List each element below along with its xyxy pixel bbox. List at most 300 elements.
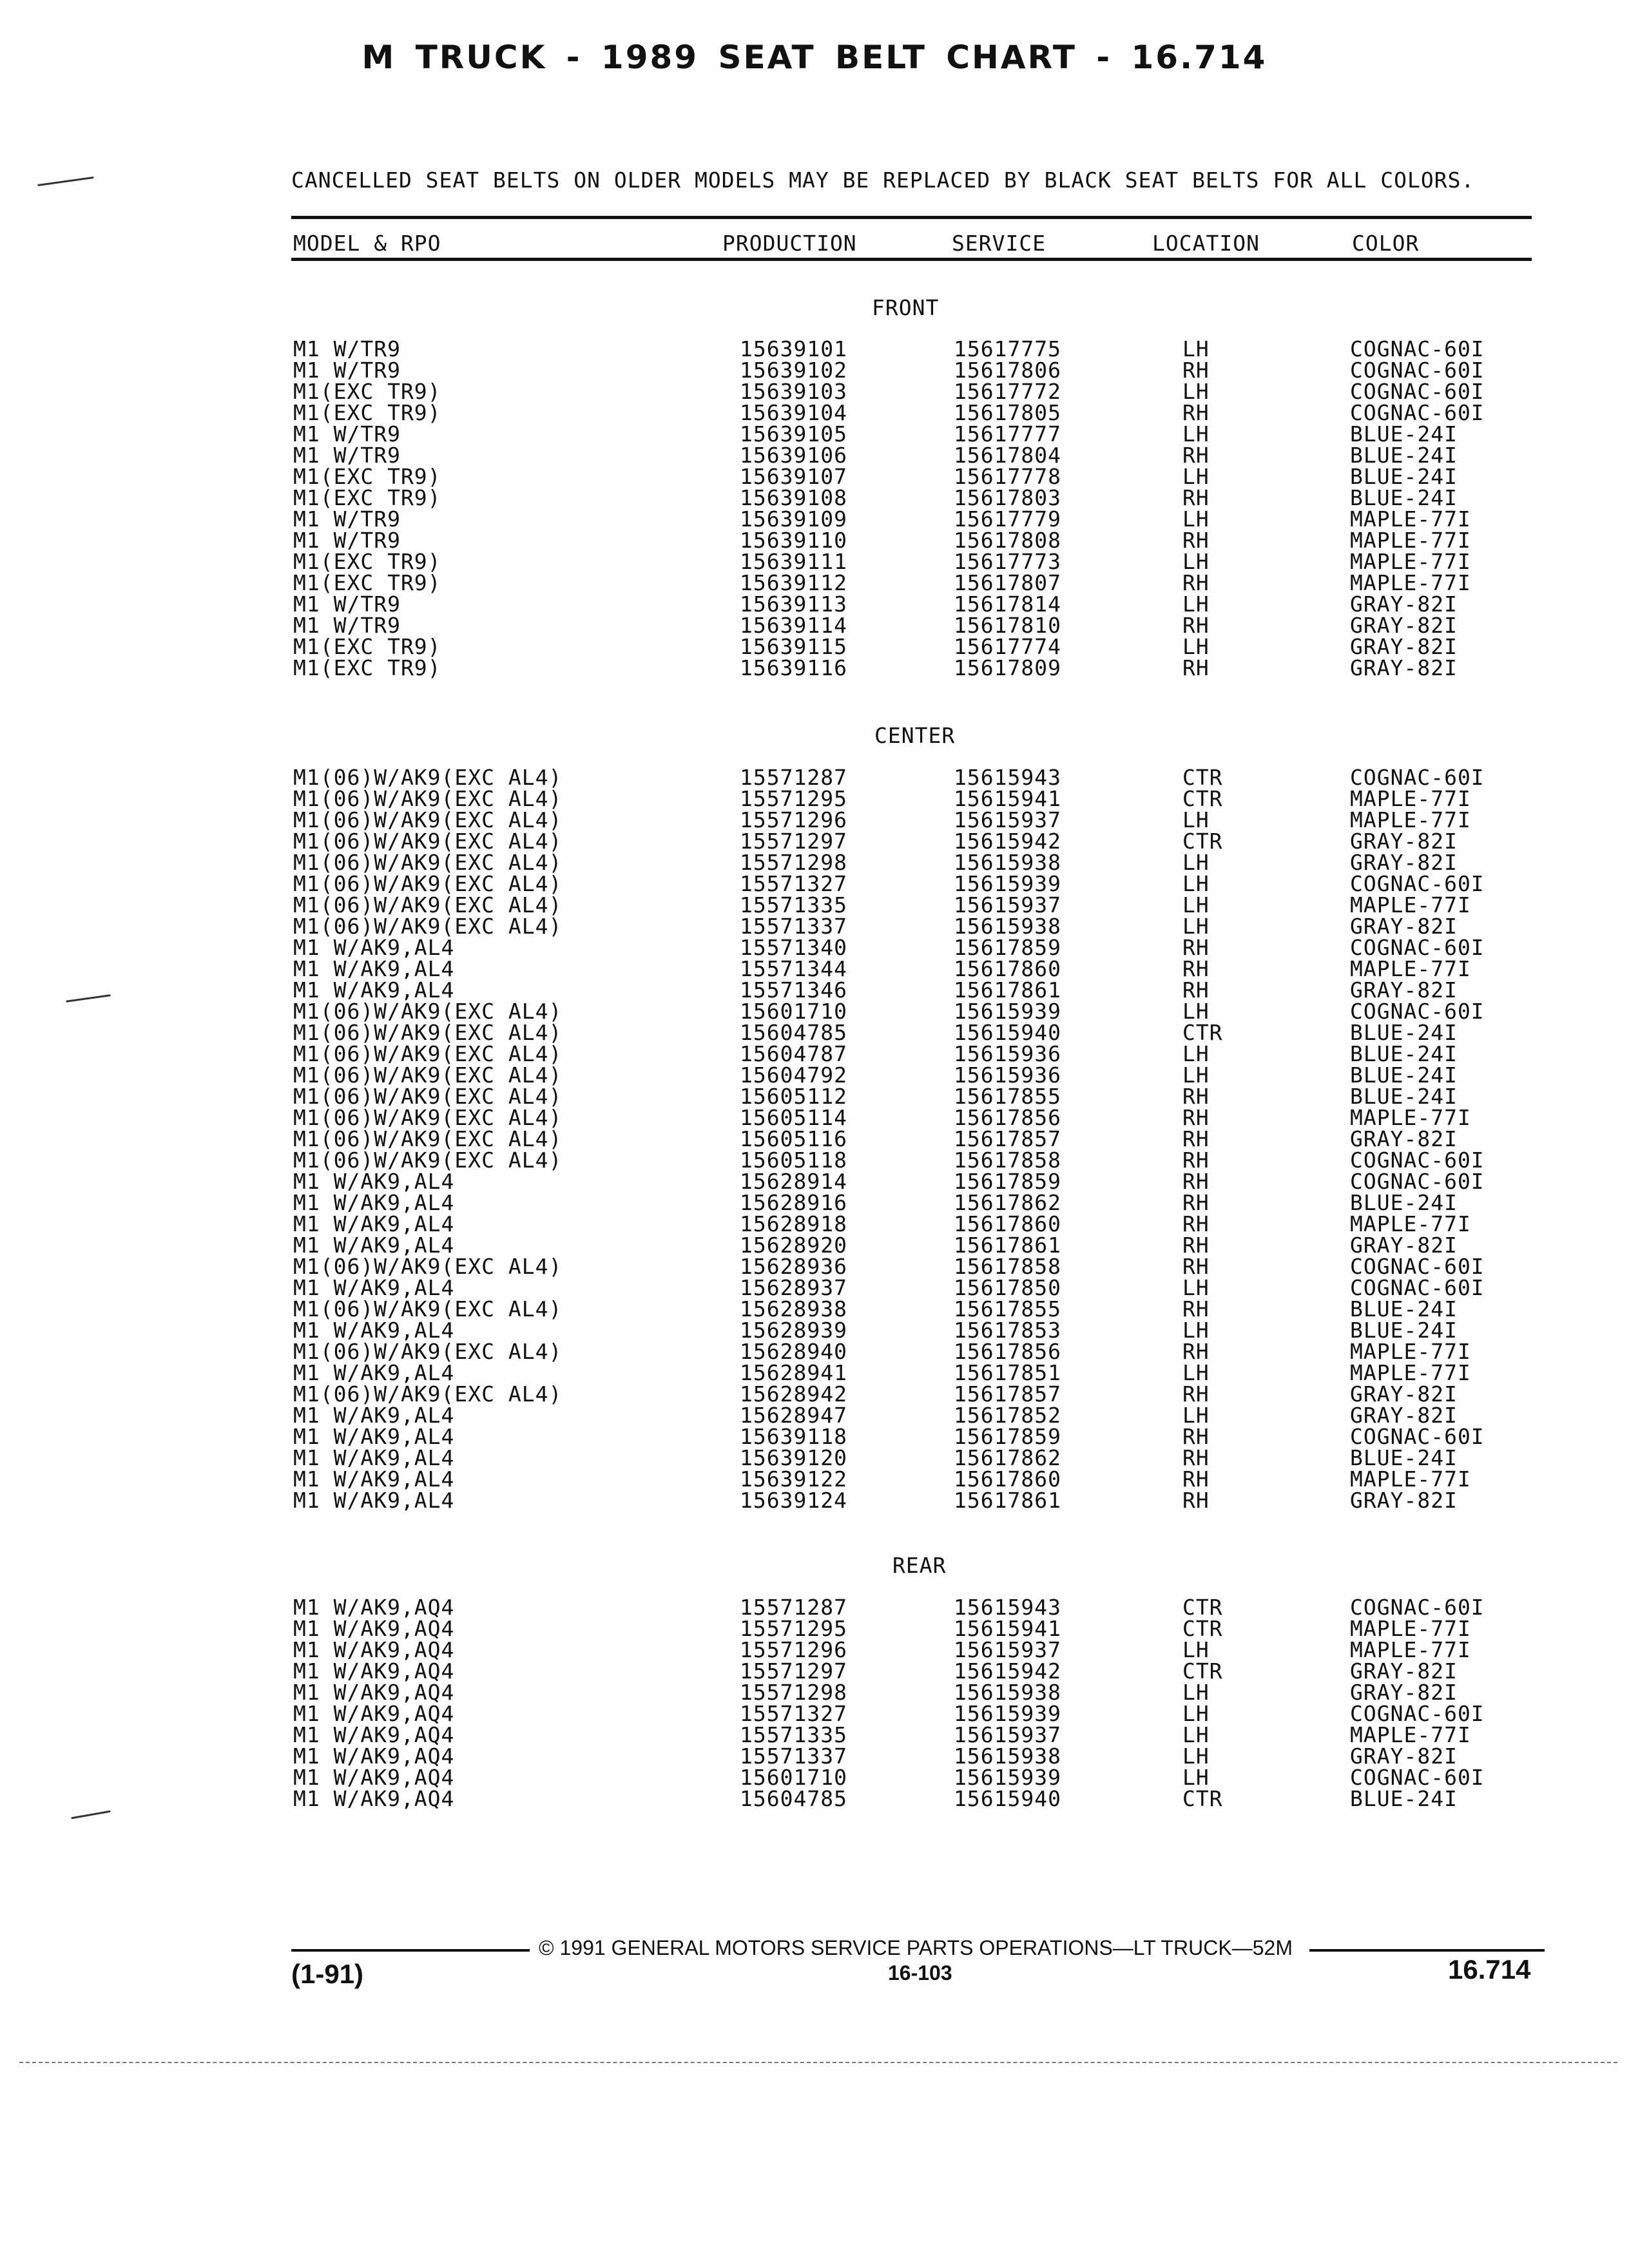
cell-color: COGNAC-60I bbox=[1350, 935, 1485, 960]
cell-location: CTR bbox=[1182, 829, 1223, 854]
cell-location: RH bbox=[1182, 1233, 1210, 1258]
table-row bbox=[0, 1468, 1629, 1490]
cell-production: 15571335 bbox=[740, 1722, 847, 1747]
table-row bbox=[0, 360, 1629, 381]
cell-production: 15639115 bbox=[740, 634, 847, 659]
table-row bbox=[0, 1597, 1629, 1618]
cell-color: GRAY-82I bbox=[1350, 1680, 1458, 1705]
cell-service: 15617774 bbox=[954, 634, 1061, 659]
cell-production: 15601710 bbox=[740, 1765, 847, 1790]
cell-production: 15628918 bbox=[740, 1211, 847, 1236]
cell-model: M1 W/AK9,AQ4 bbox=[293, 1637, 455, 1662]
table-row bbox=[0, 1767, 1629, 1788]
section-title: REAR bbox=[892, 1553, 947, 1578]
cell-service: 15615938 bbox=[954, 1744, 1061, 1769]
cell-service: 15615939 bbox=[954, 1701, 1061, 1726]
cell-service: 15615940 bbox=[954, 1020, 1061, 1045]
cell-color: COGNAC-60I bbox=[1350, 999, 1485, 1024]
cell-color: GRAY-82I bbox=[1350, 1126, 1458, 1151]
cell-service: 15617853 bbox=[954, 1318, 1061, 1343]
cell-service: 15615941 bbox=[954, 1616, 1061, 1641]
cell-production: 15571298 bbox=[740, 850, 847, 875]
cell-location: LH bbox=[1182, 1041, 1210, 1066]
cell-location: CTR bbox=[1182, 1020, 1223, 1045]
cell-production: 15639101 bbox=[740, 336, 847, 361]
cell-production: 15571298 bbox=[740, 1680, 847, 1705]
cell-model: M1 W/AK9,AQ4 bbox=[293, 1658, 455, 1684]
table-row bbox=[0, 788, 1629, 809]
cell-color: BLUE-24I bbox=[1350, 1020, 1458, 1045]
cell-service: 15617779 bbox=[954, 506, 1061, 532]
cell-production: 15639107 bbox=[740, 464, 847, 489]
table-row bbox=[0, 1277, 1629, 1298]
header-service: SERVICE bbox=[952, 231, 1046, 256]
cell-color: BLUE-24I bbox=[1350, 1445, 1458, 1470]
cell-model: M1 W/TR9 bbox=[293, 421, 401, 447]
cell-location: RH bbox=[1182, 1126, 1210, 1151]
cell-location: LH bbox=[1182, 914, 1210, 939]
table-row bbox=[0, 979, 1629, 1001]
table-row bbox=[0, 958, 1629, 979]
cell-color: BLUE-24I bbox=[1350, 464, 1458, 489]
cell-service: 15615938 bbox=[954, 1680, 1061, 1705]
cell-service: 15615941 bbox=[954, 786, 1061, 811]
cell-model: M1 W/AK9,AQ4 bbox=[293, 1765, 455, 1790]
cell-production: 15639124 bbox=[740, 1488, 847, 1513]
cell-location: RH bbox=[1182, 1084, 1210, 1109]
cell-location: RH bbox=[1182, 977, 1210, 1003]
cell-location: LH bbox=[1182, 1744, 1210, 1769]
cell-model: M1 W/AK9,AQ4 bbox=[293, 1744, 455, 1769]
cell-location: CTR bbox=[1182, 1616, 1223, 1641]
cell-color: GRAY-82I bbox=[1350, 1488, 1458, 1513]
cell-model: M1(06)W/AK9(EXC AL4) bbox=[293, 850, 563, 875]
cell-model: M1 W/TR9 bbox=[293, 591, 401, 617]
cell-service: 15617808 bbox=[954, 528, 1061, 553]
cell-color: MAPLE-77I bbox=[1350, 1616, 1471, 1641]
cell-production: 15601710 bbox=[740, 999, 847, 1024]
cell-location: LH bbox=[1182, 1318, 1210, 1343]
cell-model: M1(06)W/AK9(EXC AL4) bbox=[293, 765, 563, 790]
cell-model: M1 W/AK9,AL4 bbox=[293, 1360, 455, 1385]
cell-production: 15604787 bbox=[740, 1041, 847, 1066]
cell-color: COGNAC-60I bbox=[1350, 1275, 1485, 1300]
cell-production: 15639120 bbox=[740, 1445, 847, 1470]
cell-model: M1(EXC TR9) bbox=[293, 464, 441, 489]
cell-color: MAPLE-77I bbox=[1350, 549, 1471, 574]
cell-color: MAPLE-77I bbox=[1350, 1360, 1471, 1385]
cell-location: RH bbox=[1182, 1381, 1210, 1407]
footer-copyright: © 1991 GENERAL MOTORS SERVICE PARTS OPERATIONS—LT TRUCK—52M bbox=[539, 1936, 1293, 1959]
cell-service: 15617861 bbox=[954, 977, 1061, 1003]
scan-edge-line bbox=[19, 2062, 1617, 2064]
cell-color: MAPLE-77I bbox=[1350, 570, 1471, 595]
table-row bbox=[0, 1256, 1629, 1277]
cell-location: LH bbox=[1182, 421, 1210, 447]
page-title: M TRUCK - 1989 SEAT BELT CHART - 16.714 bbox=[361, 39, 1268, 76]
table-row bbox=[0, 657, 1629, 678]
cell-color: BLUE-24I bbox=[1350, 1041, 1458, 1066]
cell-production: 15639110 bbox=[740, 528, 847, 553]
cell-model: M1 W/AK9,AL4 bbox=[293, 1466, 455, 1492]
cell-service: 15615943 bbox=[954, 765, 1061, 790]
cell-color: GRAY-82I bbox=[1350, 1658, 1458, 1684]
cell-color: COGNAC-60I bbox=[1350, 1595, 1485, 1620]
table-row bbox=[0, 338, 1629, 360]
cell-production: 15571337 bbox=[740, 914, 847, 939]
cell-model: M1 W/TR9 bbox=[293, 358, 401, 383]
table-row bbox=[0, 1639, 1629, 1660]
cell-color: GRAY-82I bbox=[1350, 591, 1458, 617]
cell-production: 15571295 bbox=[740, 1616, 847, 1641]
table-row bbox=[0, 1745, 1629, 1767]
cell-location: RH bbox=[1182, 935, 1210, 960]
cell-location: RH bbox=[1182, 1190, 1210, 1215]
cell-color: GRAY-82I bbox=[1350, 1381, 1458, 1407]
cell-production: 15571296 bbox=[740, 807, 847, 832]
cell-location: RH bbox=[1182, 1254, 1210, 1279]
cell-production: 15628941 bbox=[740, 1360, 847, 1385]
cell-service: 15617855 bbox=[954, 1084, 1061, 1109]
cell-location: LH bbox=[1182, 1062, 1210, 1088]
cell-location: LH bbox=[1182, 634, 1210, 659]
cell-model: M1(06)W/AK9(EXC AL4) bbox=[293, 914, 563, 939]
table-row bbox=[0, 615, 1629, 636]
cell-model: M1 W/AK9,AQ4 bbox=[293, 1680, 455, 1705]
cell-production: 15639111 bbox=[740, 549, 847, 574]
cell-location: LH bbox=[1182, 1275, 1210, 1300]
cell-production: 15639108 bbox=[740, 485, 847, 510]
cell-color: GRAY-82I bbox=[1350, 977, 1458, 1003]
cell-production: 15605116 bbox=[740, 1126, 847, 1151]
cell-model: M1 W/TR9 bbox=[293, 528, 401, 553]
cell-color: COGNAC-60I bbox=[1350, 1424, 1485, 1449]
cell-service: 15615936 bbox=[954, 1062, 1061, 1088]
cell-model: M1(EXC TR9) bbox=[293, 549, 441, 574]
cell-model: M1(06)W/AK9(EXC AL4) bbox=[293, 1148, 563, 1173]
cell-color: GRAY-82I bbox=[1350, 634, 1458, 659]
section-title: FRONT bbox=[872, 295, 940, 320]
cell-color: COGNAC-60I bbox=[1350, 1765, 1485, 1790]
cell-location: RH bbox=[1182, 1169, 1210, 1194]
cell-color: MAPLE-77I bbox=[1350, 1466, 1471, 1492]
table-row bbox=[0, 1298, 1629, 1320]
cell-color: MAPLE-77I bbox=[1350, 892, 1471, 918]
cell-model: M1 W/AK9,AQ4 bbox=[293, 1701, 455, 1726]
cell-color: BLUE-24I bbox=[1350, 421, 1458, 447]
cell-location: RH bbox=[1182, 1339, 1210, 1364]
footer-date-code: (1-91) bbox=[291, 1959, 364, 1989]
table-row bbox=[0, 402, 1629, 423]
cell-model: M1(06)W/AK9(EXC AL4) bbox=[293, 1062, 563, 1088]
cell-model: M1 W/TR9 bbox=[293, 613, 401, 638]
cell-location: RH bbox=[1182, 1148, 1210, 1173]
cell-color: COGNAC-60I bbox=[1350, 765, 1485, 790]
cell-service: 15617772 bbox=[954, 379, 1061, 404]
table-row bbox=[0, 593, 1629, 615]
cell-location: RH bbox=[1182, 1211, 1210, 1236]
table-row bbox=[0, 937, 1629, 958]
cell-location: LH bbox=[1182, 1637, 1210, 1662]
cell-production: 15571295 bbox=[740, 786, 847, 811]
cell-service: 15617858 bbox=[954, 1254, 1061, 1279]
cell-service: 15617773 bbox=[954, 549, 1061, 574]
cell-model: M1(06)W/AK9(EXC AL4) bbox=[293, 1296, 563, 1321]
table-row bbox=[0, 1149, 1629, 1171]
cell-service: 15615942 bbox=[954, 1658, 1061, 1684]
table-row bbox=[0, 487, 1629, 508]
cell-production: 15639109 bbox=[740, 506, 847, 532]
table-row bbox=[0, 873, 1629, 894]
cell-location: RH bbox=[1182, 570, 1210, 595]
cell-service: 15617859 bbox=[954, 935, 1061, 960]
cell-production: 15571296 bbox=[740, 1637, 847, 1662]
cell-service: 15615937 bbox=[954, 1722, 1061, 1747]
table-row bbox=[0, 1703, 1629, 1724]
cell-service: 15617861 bbox=[954, 1488, 1061, 1513]
cell-production: 15639122 bbox=[740, 1466, 847, 1492]
header-model: MODEL & RPO bbox=[293, 231, 441, 256]
cell-color: COGNAC-60I bbox=[1350, 1701, 1485, 1726]
cell-production: 15571327 bbox=[740, 1701, 847, 1726]
cell-production: 15639113 bbox=[740, 591, 847, 617]
cell-location: CTR bbox=[1182, 786, 1223, 811]
cell-location: LH bbox=[1182, 336, 1210, 361]
table-row bbox=[0, 1724, 1629, 1745]
cell-service: 15617851 bbox=[954, 1360, 1061, 1385]
cell-color: COGNAC-60I bbox=[1350, 379, 1485, 404]
cell-service: 15617810 bbox=[954, 613, 1061, 638]
table-row bbox=[0, 894, 1629, 916]
cell-production: 15639103 bbox=[740, 379, 847, 404]
footer-page-number: 16-103 bbox=[888, 1961, 952, 1984]
cell-production: 15639102 bbox=[740, 358, 847, 383]
header-location: LOCATION bbox=[1152, 231, 1260, 256]
table-row bbox=[0, 508, 1629, 530]
cell-model: M1(06)W/AK9(EXC AL4) bbox=[293, 1041, 563, 1066]
cell-model: M1 W/AK9,AQ4 bbox=[293, 1786, 455, 1811]
cell-color: MAPLE-77I bbox=[1350, 506, 1471, 532]
cell-service: 15615939 bbox=[954, 999, 1061, 1024]
cell-color: BLUE-24I bbox=[1350, 1318, 1458, 1343]
cell-location: LH bbox=[1182, 850, 1210, 875]
cell-production: 15628947 bbox=[740, 1403, 847, 1428]
cell-location: LH bbox=[1182, 1722, 1210, 1747]
table-row bbox=[0, 1405, 1629, 1426]
cell-color: COGNAC-60I bbox=[1350, 1148, 1485, 1173]
table-row bbox=[0, 1043, 1629, 1064]
cell-model: M1(06)W/AK9(EXC AL4) bbox=[293, 1084, 563, 1109]
cell-color: MAPLE-77I bbox=[1350, 807, 1471, 832]
cell-production: 15604785 bbox=[740, 1020, 847, 1045]
cell-location: LH bbox=[1182, 892, 1210, 918]
cell-service: 15617806 bbox=[954, 358, 1061, 383]
cell-location: LH bbox=[1182, 1360, 1210, 1385]
table-row bbox=[0, 1213, 1629, 1235]
cell-color: MAPLE-77I bbox=[1350, 1339, 1471, 1364]
cell-production: 15571287 bbox=[740, 1595, 847, 1620]
table-row bbox=[0, 1383, 1629, 1405]
cell-model: M1 W/AK9,AL4 bbox=[293, 1190, 455, 1215]
cell-color: BLUE-24I bbox=[1350, 1190, 1458, 1215]
cell-service: 15615942 bbox=[954, 829, 1061, 854]
cell-service: 15617809 bbox=[954, 655, 1061, 680]
cell-service: 15617861 bbox=[954, 1233, 1061, 1258]
table-row bbox=[0, 767, 1629, 788]
cell-location: LH bbox=[1182, 999, 1210, 1024]
header-bottom-rule bbox=[291, 258, 1532, 261]
cell-model: M1 W/AK9,AL4 bbox=[293, 956, 455, 981]
cell-service: 15617859 bbox=[954, 1169, 1061, 1194]
cell-location: RH bbox=[1182, 1488, 1210, 1513]
cell-location: RH bbox=[1182, 358, 1210, 383]
cell-color: BLUE-24I bbox=[1350, 485, 1458, 510]
cell-location: RH bbox=[1182, 400, 1210, 425]
cell-color: MAPLE-77I bbox=[1350, 1105, 1471, 1130]
cell-service: 15617805 bbox=[954, 400, 1061, 425]
cell-location: LH bbox=[1182, 807, 1210, 832]
cell-model: M1(06)W/AK9(EXC AL4) bbox=[293, 829, 563, 854]
table-row bbox=[0, 1171, 1629, 1192]
cell-color: COGNAC-60I bbox=[1350, 1169, 1485, 1194]
cell-service: 15617807 bbox=[954, 570, 1061, 595]
cell-production: 15605118 bbox=[740, 1148, 847, 1173]
cell-color: COGNAC-60I bbox=[1350, 358, 1485, 383]
cell-service: 15615936 bbox=[954, 1041, 1061, 1066]
header-top-rule bbox=[291, 216, 1532, 219]
cell-service: 15617777 bbox=[954, 421, 1061, 447]
cell-production: 15639106 bbox=[740, 443, 847, 468]
table-row bbox=[0, 1192, 1629, 1213]
table-row bbox=[0, 1660, 1629, 1682]
cancelled-belts-note: CANCELLED SEAT BELTS ON OLDER MODELS MAY BE REPLACED BY BLACK SEAT BELTS FOR ALL COLORS. bbox=[291, 168, 1475, 193]
cell-production: 15628936 bbox=[740, 1254, 847, 1279]
cell-location: CTR bbox=[1182, 1658, 1223, 1684]
cell-location: RH bbox=[1182, 1424, 1210, 1449]
cell-color: GRAY-82I bbox=[1350, 829, 1458, 854]
footer-left-rule bbox=[291, 1949, 530, 1952]
table-row bbox=[0, 423, 1629, 445]
cell-production: 15639116 bbox=[740, 655, 847, 680]
cell-service: 15617857 bbox=[954, 1381, 1061, 1407]
header-production: PRODUCTION bbox=[722, 231, 857, 256]
cell-service: 15617778 bbox=[954, 464, 1061, 489]
cell-location: RH bbox=[1182, 1296, 1210, 1321]
cell-model: M1(EXC TR9) bbox=[293, 634, 441, 659]
cell-model: M1(EXC TR9) bbox=[293, 485, 441, 510]
table-row bbox=[0, 1022, 1629, 1043]
cell-service: 15617862 bbox=[954, 1190, 1061, 1215]
cell-location: LH bbox=[1182, 1403, 1210, 1428]
cell-model: M1 W/AK9,AL4 bbox=[293, 1488, 455, 1513]
cell-location: LH bbox=[1182, 464, 1210, 489]
cell-color: COGNAC-60I bbox=[1350, 1254, 1485, 1279]
cell-service: 15617850 bbox=[954, 1275, 1061, 1300]
table-row bbox=[0, 1788, 1629, 1809]
cell-model: M1 W/AK9,AL4 bbox=[293, 1445, 455, 1470]
cell-service: 15615940 bbox=[954, 1786, 1061, 1811]
table-row bbox=[0, 1107, 1629, 1128]
section-title: CENTER bbox=[874, 723, 956, 748]
cell-color: GRAY-82I bbox=[1350, 1233, 1458, 1258]
cell-service: 15615937 bbox=[954, 892, 1061, 918]
cell-model: M1 W/AK9,AL4 bbox=[293, 1169, 455, 1194]
cell-location: LH bbox=[1182, 1765, 1210, 1790]
table-row bbox=[0, 1086, 1629, 1107]
cell-color: BLUE-24I bbox=[1350, 443, 1458, 468]
cell-location: RH bbox=[1182, 956, 1210, 981]
cell-production: 15628914 bbox=[740, 1169, 847, 1194]
cell-production: 15605114 bbox=[740, 1105, 847, 1130]
cell-location: LH bbox=[1182, 379, 1210, 404]
table-row bbox=[0, 381, 1629, 402]
cell-model: M1(06)W/AK9(EXC AL4) bbox=[293, 871, 563, 896]
cell-production: 15639104 bbox=[740, 400, 847, 425]
cell-color: COGNAC-60I bbox=[1350, 336, 1485, 361]
cell-production: 15605112 bbox=[740, 1084, 847, 1109]
table-row bbox=[0, 1235, 1629, 1256]
cell-location: RH bbox=[1182, 528, 1210, 553]
table-row bbox=[0, 1320, 1629, 1341]
cell-model: M1(EXC TR9) bbox=[293, 400, 441, 425]
cell-service: 15617804 bbox=[954, 443, 1061, 468]
table-row bbox=[0, 1362, 1629, 1383]
cell-location: RH bbox=[1182, 1466, 1210, 1492]
cell-service: 15617857 bbox=[954, 1126, 1061, 1151]
cell-color: COGNAC-60I bbox=[1350, 871, 1485, 896]
cell-model: M1 W/TR9 bbox=[293, 443, 401, 468]
cell-location: RH bbox=[1182, 655, 1210, 680]
cell-color: BLUE-24I bbox=[1350, 1786, 1458, 1811]
cell-color: MAPLE-77I bbox=[1350, 528, 1471, 553]
cell-location: LH bbox=[1182, 506, 1210, 532]
cell-production: 15571335 bbox=[740, 892, 847, 918]
cell-location: CTR bbox=[1182, 765, 1223, 790]
cell-model: M1 W/AK9,AL4 bbox=[293, 935, 455, 960]
cell-production: 15628938 bbox=[740, 1296, 847, 1321]
cell-service: 15615938 bbox=[954, 850, 1061, 875]
table-row bbox=[0, 1682, 1629, 1703]
cell-service: 15617803 bbox=[954, 485, 1061, 510]
cell-color: GRAY-82I bbox=[1350, 1403, 1458, 1428]
cell-service: 15617862 bbox=[954, 1445, 1061, 1470]
cell-production: 15639112 bbox=[740, 570, 847, 595]
cell-location: RH bbox=[1182, 1445, 1210, 1470]
cell-model: M1 W/AK9,AL4 bbox=[293, 1318, 455, 1343]
table-row bbox=[0, 1001, 1629, 1022]
table-row bbox=[0, 809, 1629, 831]
cell-production: 15628940 bbox=[740, 1339, 847, 1364]
cell-model: M1 W/AK9,AQ4 bbox=[293, 1722, 455, 1747]
cell-model: M1 W/AK9,AL4 bbox=[293, 977, 455, 1003]
cell-production: 15604785 bbox=[740, 1786, 847, 1811]
cell-model: M1(EXC TR9) bbox=[293, 379, 441, 404]
cell-color: BLUE-24I bbox=[1350, 1084, 1458, 1109]
cell-model: M1(06)W/AK9(EXC AL4) bbox=[293, 1105, 563, 1130]
cell-model: M1(06)W/AK9(EXC AL4) bbox=[293, 807, 563, 832]
cell-model: M1(06)W/AK9(EXC AL4) bbox=[293, 1381, 563, 1407]
cell-location: CTR bbox=[1182, 1595, 1223, 1620]
cell-production: 15639114 bbox=[740, 613, 847, 638]
cell-model: M1 W/AK9,AL4 bbox=[293, 1403, 455, 1428]
cell-location: LH bbox=[1182, 1701, 1210, 1726]
cell-model: M1 W/AK9,AL4 bbox=[293, 1424, 455, 1449]
cell-color: BLUE-24I bbox=[1350, 1296, 1458, 1321]
cell-color: COGNAC-60I bbox=[1350, 400, 1485, 425]
cell-service: 15617860 bbox=[954, 1211, 1061, 1236]
footer-section-number: 16.714 bbox=[1448, 1954, 1531, 1984]
cell-production: 15628937 bbox=[740, 1275, 847, 1300]
